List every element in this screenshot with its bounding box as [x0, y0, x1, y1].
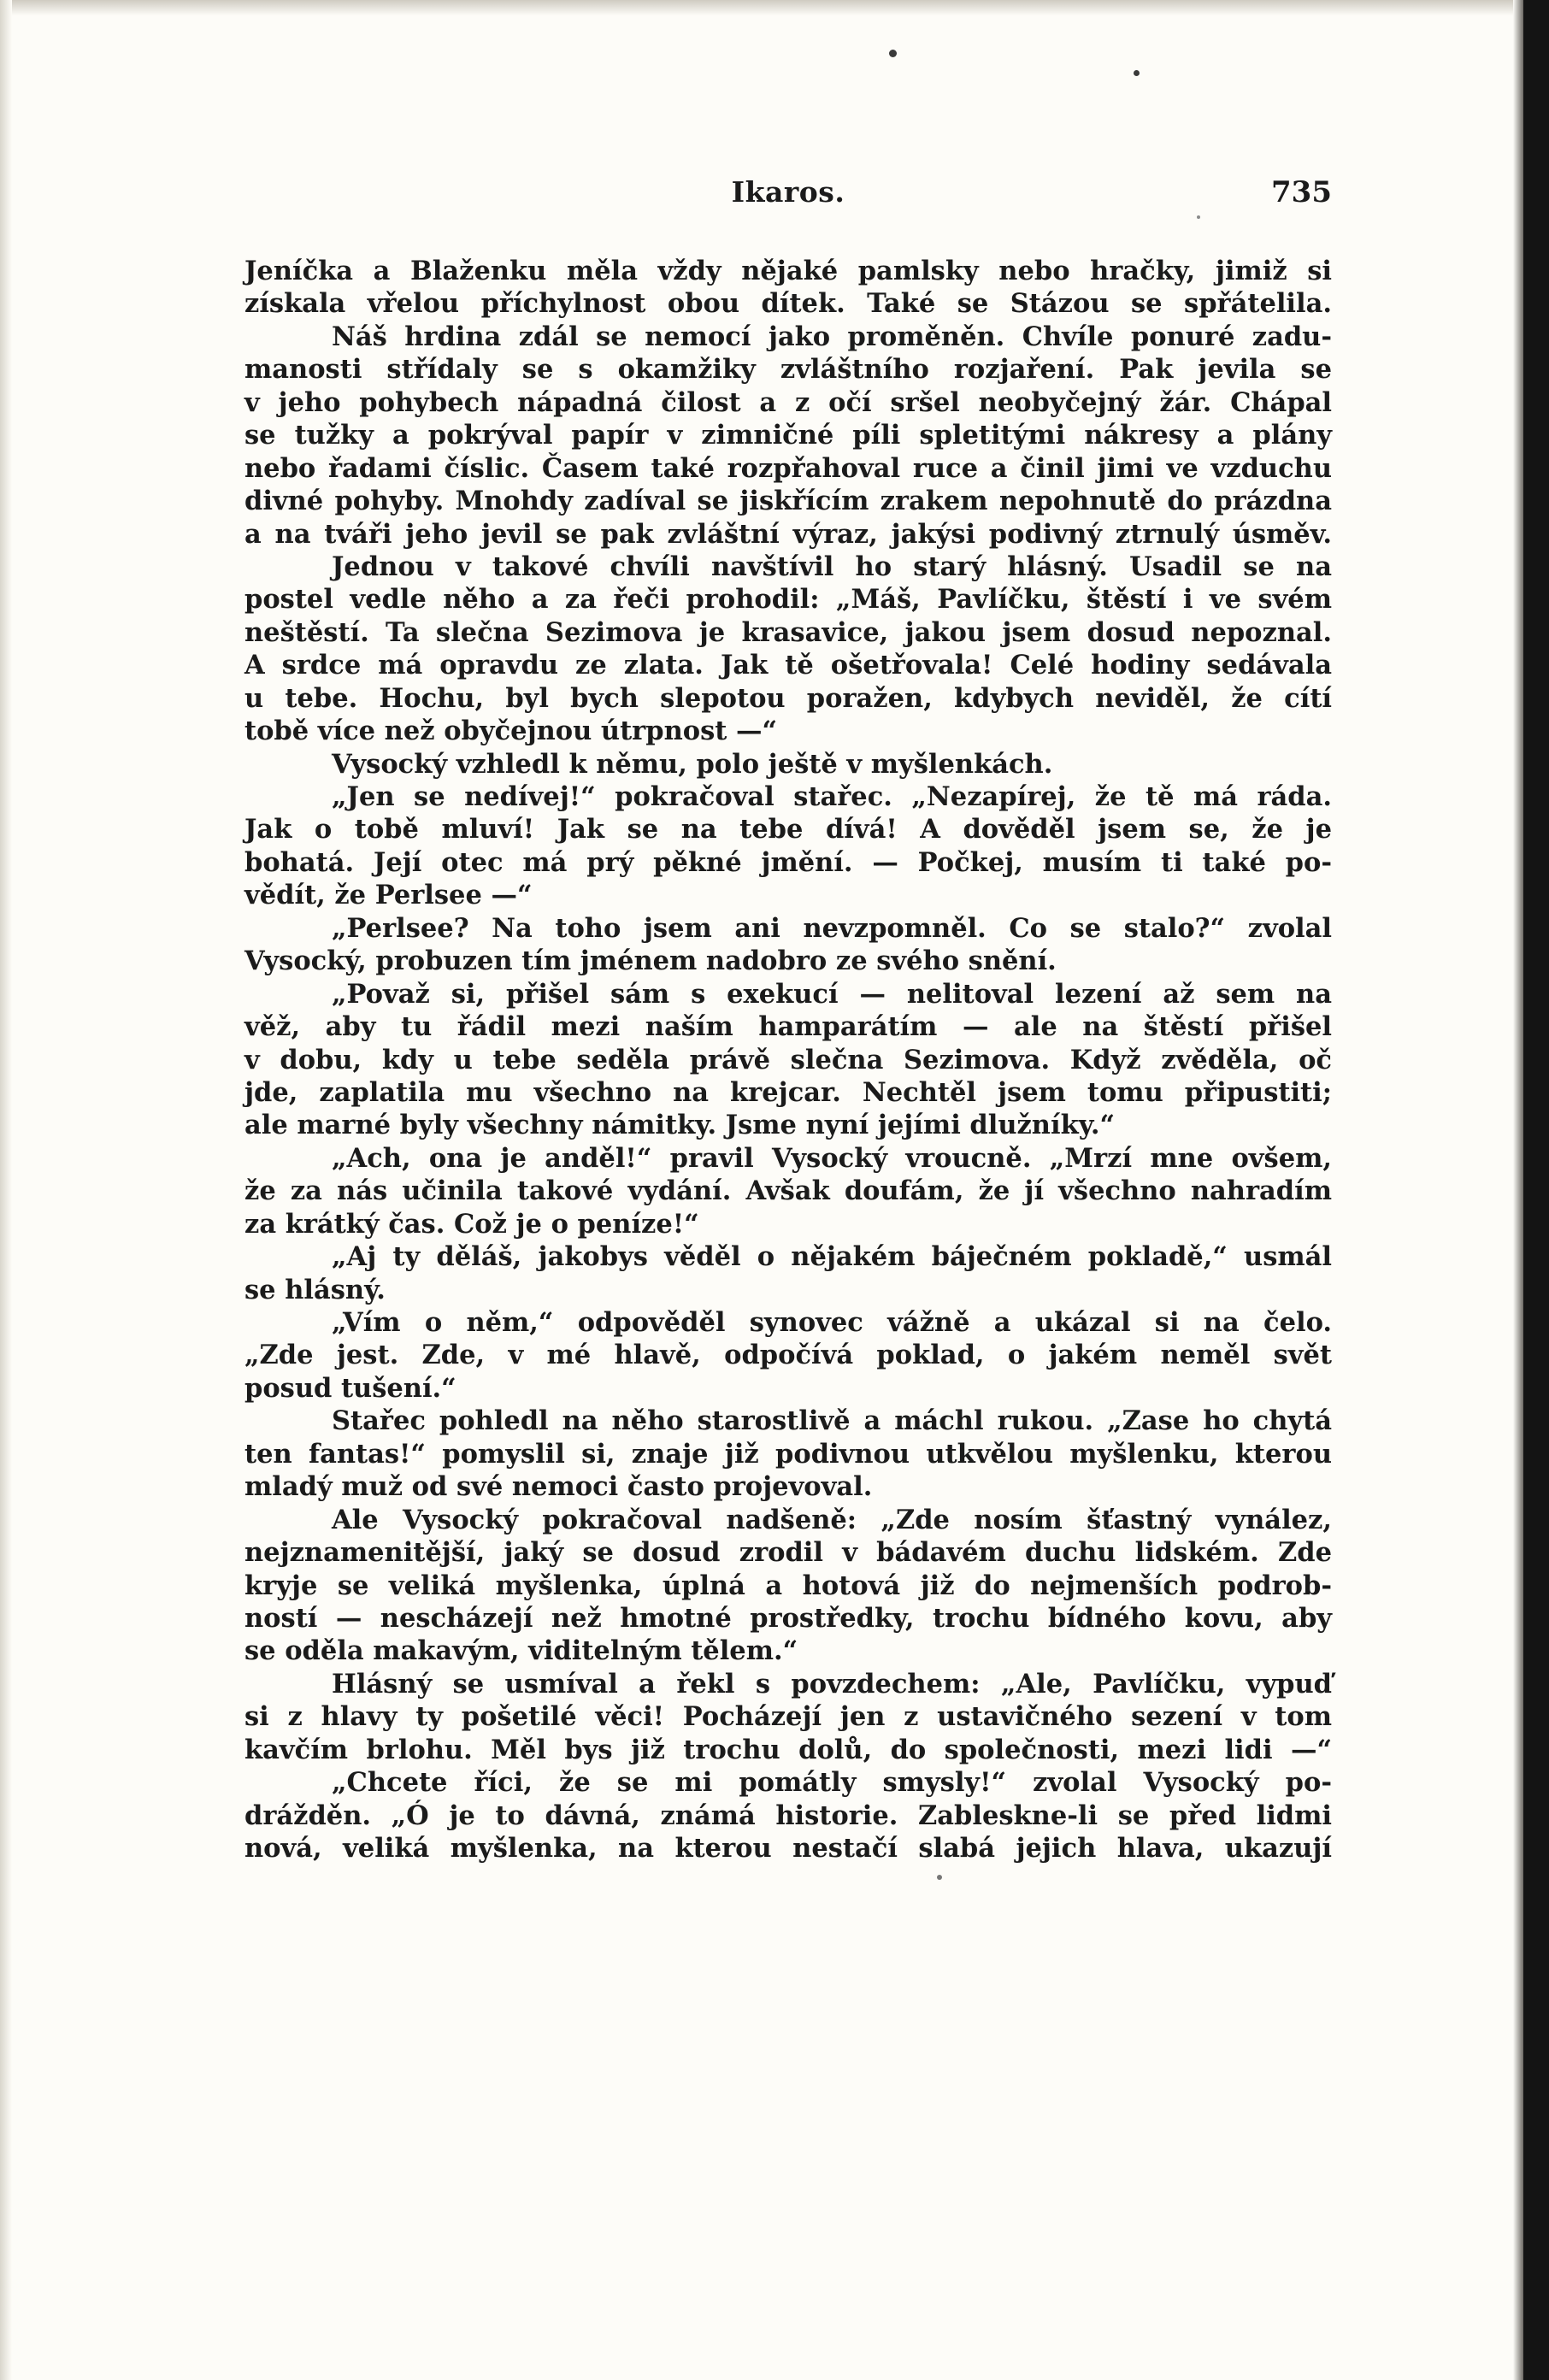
- running-title: Ikaros.: [731, 175, 845, 209]
- text-line: Jak o tobě mluví! Jak se na tebe dívá! A dověděl jsem se, že je: [244, 814, 1332, 845]
- text-line: posud tušení.“: [244, 1372, 456, 1404]
- text-line: se oděla makavým, viditelným tělem.“: [244, 1635, 798, 1667]
- text-line: nebo řadami číslic. Časem také rozpřahoval ruce a činil jimi ve vzduchu: [244, 452, 1332, 484]
- text-line: neštěstí. Ta slečna Sezimova je krasavice, jakou jsem dosud nepoznal.: [244, 616, 1332, 648]
- text-line: manosti střídaly se s okamžiky zvláštního rozjaření. Pak jevila se: [244, 354, 1332, 386]
- text-line: drážděn. „Ó je to dávná, známá historie. Zableskne-li se před lidmi: [244, 1800, 1332, 1831]
- text-line: si z hlavy ty pošetilé věci! Pocházejí jen z ustavičného sezení v tom: [244, 1701, 1332, 1733]
- scan-edge-left: [0, 0, 12, 2380]
- dust-speck: [889, 50, 897, 57]
- scan-edge-top: [0, 0, 1549, 15]
- scan-edge-shadow: [1513, 0, 1523, 2380]
- text-line: jde, zaplatila mu všechno na krejcar. Nechtěl jsem tomu připustiti;: [244, 1076, 1332, 1108]
- text-line: a na tváři jeho jevil se pak zvláštní výraz, jakýsi podivný ztrnulý úsměv.: [244, 518, 1332, 550]
- text-line: v dobu, kdy u tebe seděla právě slečna Sezimova. Když zvěděla, oč: [244, 1044, 1332, 1075]
- text-line: Jednou v takové chvíli navštívil ho starý hlásný. Usadil se na: [332, 551, 1332, 582]
- text-line: nová, veliká myšlenka, na kterou nestačí slabá jejich hlava, ukazují: [244, 1833, 1332, 1864]
- text-line: divné pohyby. Mnohdy zadíval se jiskřícím zrakem nepohnutě do prázdna: [244, 486, 1332, 517]
- text-line: věž, aby tu řádil mezi naším hamparátím — ale na štěstí přišel: [244, 1011, 1332, 1043]
- text-line: A srdce má opravdu ze zlata. Jak tě ošetřovala! Celé hodiny sedávala: [244, 650, 1332, 681]
- text-line: Ale Vysocký pokračoval nadšeně: „Zde nosím šťastný vynález,: [332, 1504, 1332, 1535]
- text-line: ten fantas!“ pomyslil si, znaje již podivnou utkvělou myšlenku, kterou: [244, 1438, 1332, 1470]
- text-line: se hlásný.: [244, 1274, 386, 1305]
- text-line: se tužky a pokrýval papír v zimničné píli spletitými nákresy a plány: [244, 420, 1332, 451]
- text-line: vědít, že Perlsee —“: [244, 880, 533, 911]
- text-line: mladý muž od své nemoci často projevoval.: [244, 1471, 873, 1503]
- text-line: „Jen se nedívej!“ pokračoval stařec. „Nezapírej, že tě má ráda.: [332, 781, 1332, 812]
- text-line: „Perlsee? Na toho jsem ani nevzpomněl. Co se stalo?“ zvolal: [332, 912, 1332, 944]
- text-line: za krátký čas. Což je o peníze!“: [244, 1208, 699, 1240]
- dust-speck: [1134, 70, 1140, 76]
- text-line: Jeníčka a Blaženku měla vždy nějaké pamlsky nebo hračky, jimiž si: [244, 256, 1332, 286]
- body-text: [244, 255, 1332, 1865]
- text-line: v jeho pohybech nápadná čilost a z očí sršel neobyčejný žár. Chápal: [244, 386, 1332, 418]
- text-line: Náš hrdina zdál se nemocí jako proměněn. Chvíle ponuré zadu-: [332, 321, 1332, 352]
- text-line: ností — nescházejí než hmotné prostředky, trochu bídného kovu, aby: [244, 1602, 1332, 1634]
- scan-edge-right: [1523, 0, 1549, 2380]
- text-line: získala vřelou příchylnost obou dítek. Také se Stázou se spřátelila.: [244, 288, 1332, 320]
- text-line: u tebe. Hochu, byl bych slepotou poražen, kdybych neviděl, že cítí: [244, 682, 1332, 714]
- text-line: postel vedle něho a za řeči prohodil: „Máš, Pavlíčku, štěstí i ve svém: [244, 584, 1332, 616]
- text-line: Vysocký, probuzen tím jménem nadobro ze svého snění.: [244, 946, 1057, 977]
- page-header: [244, 175, 1332, 218]
- text-line: Vysocký vzhledl k němu, polo ještě v myšlenkách.: [332, 748, 1053, 780]
- text-line: „Považ si, přišel sám s exekucí — nelitoval lezení až sem na: [332, 978, 1332, 1010]
- text-line: „Ach, ona je anděl!“ pravil Vysocký vroucně. „Mrzí mne ovšem,: [332, 1142, 1332, 1174]
- text-line: kryje se veliká myšlenka, úplná a hotová již do nejmenších podrob-: [244, 1570, 1332, 1601]
- page-number: 735: [1271, 175, 1332, 209]
- text-line: že za nás učinila takové vydání. Avšak doufám, že jí všechno nahradím: [244, 1175, 1332, 1207]
- text-line: „Vím o něm,“ odpověděl synovec vážně a ukázal si na čelo.: [332, 1307, 1332, 1338]
- text-line: bohatá. Její otec má prý pěkné jmění. — Počkej, musím ti také po-: [244, 846, 1332, 878]
- text-line: „Chcete říci, že se mi pomátly smysly!“ zvolal Vysocký po-: [332, 1767, 1332, 1799]
- dust-speck: [937, 1875, 942, 1880]
- text-line: „Aj ty děláš, jakobys věděl o nějakém báječném pokladě,“ usmál: [332, 1241, 1332, 1273]
- text-line: tobě více než obyčejnou útrpnost —“: [244, 716, 778, 747]
- text-line: kavčím brlohu. Měl bys již trochu dolů, do společnosti, mezi lidi —“: [244, 1734, 1332, 1765]
- text-line: „Zde jest. Zde, v mé hlavě, odpočívá poklad, o jakém neměl svět: [244, 1340, 1332, 1371]
- text-line: ale marné byly všechny námitky. Jsme nyní jejími dlužníky.“: [244, 1110, 1116, 1141]
- text-line: Hlásný se usmíval a řekl s povzdechem: „Ale, Pavlíčku, vypuď: [332, 1668, 1332, 1700]
- text-line: nejznamenitější, jaký se dosud zrodil v bádavém duchu lidském. Zde: [244, 1537, 1332, 1569]
- text-line: Stařec pohledl na něho starostlivě a máchl rukou. „Zase ho chytá: [332, 1405, 1332, 1437]
